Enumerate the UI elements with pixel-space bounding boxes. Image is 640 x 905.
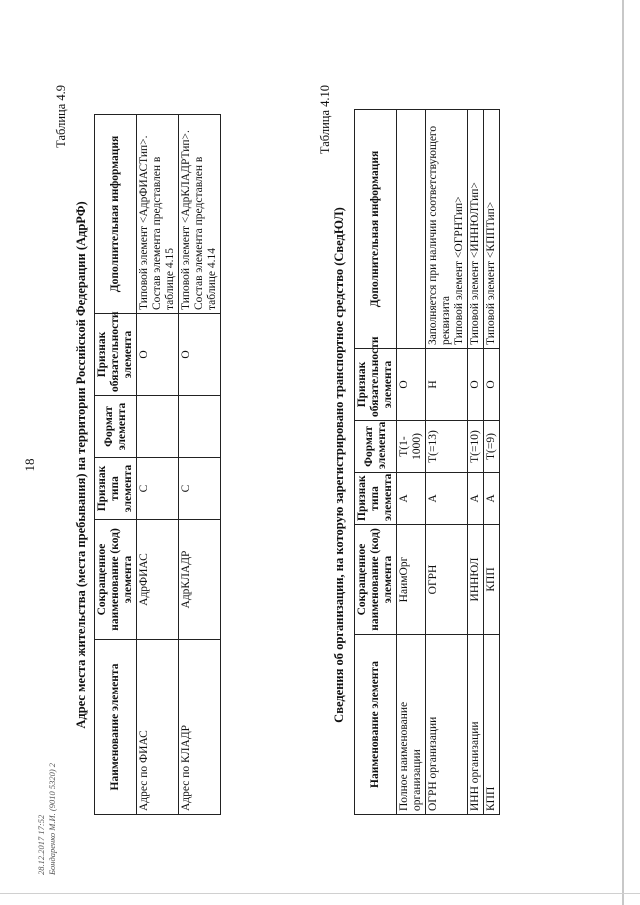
cell-required: О: [468, 349, 484, 421]
scan-bottom-edge: [0, 893, 640, 894]
table-1-col-required: Признак обязательности элемента: [95, 314, 137, 396]
table-2-col-name: Наименование элемента: [355, 635, 397, 815]
cell-type: А: [468, 473, 484, 525]
cell-type: С: [179, 458, 221, 520]
table-row: [484, 110, 500, 815]
table-1-title: Адрес места жительства (места пребывания) на территории Российской Федерации (АдрРФ): [74, 201, 88, 729]
table-2-header-row: [355, 110, 397, 815]
table-row: [397, 110, 426, 815]
cell-format: [137, 396, 179, 458]
table-1-col-type: Признак типа элемента: [95, 458, 137, 520]
table-2-col-format: Формат элемента: [355, 421, 397, 473]
table-row: [137, 115, 179, 815]
cell-name: Адрес по КЛАДР: [179, 640, 221, 815]
cell-info-line-2: Состав элемента представлен в таблице 4.15: [151, 156, 176, 310]
cell-name: ОГРН организации: [426, 635, 468, 815]
cell-name: Полное наименование организации: [397, 635, 426, 815]
cell-code: КПП: [484, 525, 500, 635]
cell-code: НаимОрг: [397, 525, 426, 635]
cell-type: А: [397, 473, 426, 525]
table-1-header-row: [95, 115, 137, 815]
cell-code: АдрФИАС: [137, 520, 179, 640]
table-row: [468, 110, 484, 815]
table-1-col-info: Дополнительная информация: [95, 115, 137, 314]
cell-info: [397, 110, 426, 349]
cell-format: Т(1-1000): [397, 421, 426, 473]
cell-info-line-1: Типовой элемент <ИННЮЛТип>: [469, 182, 481, 345]
cell-info: [137, 115, 179, 314]
table-2-col-info: Дополнительная информация: [355, 110, 397, 349]
footer-line-1: 28.12.2017 17:52: [36, 814, 46, 875]
cell-info: [484, 110, 500, 349]
cell-format: Т(=13): [426, 421, 468, 473]
table-2-col-required: Признак обязательности элемента: [355, 349, 397, 421]
table-1: [94, 114, 221, 815]
cell-required: О: [179, 314, 221, 396]
cell-name: Адрес по ФИАС: [137, 640, 179, 815]
rotated-page: [22, 45, 618, 885]
footer-line-2: Бондаренко М.И. (9010 5320) 2: [47, 762, 57, 875]
cell-format: Т(=9): [484, 421, 500, 473]
cell-type: А: [484, 473, 500, 525]
cell-code: АдрКЛАДР: [179, 520, 221, 640]
table-1-col-code: Сокращенное наименование (код) элемента: [95, 520, 137, 640]
cell-format: Т(=10): [468, 421, 484, 473]
cell-code: ИННЮЛ: [468, 525, 484, 635]
cell-required: О: [397, 349, 426, 421]
cell-info: [179, 115, 221, 314]
table-1-caption: Таблица 4.9: [54, 85, 68, 148]
table-2-title: Сведения об организации, на которую зарегистрировано транспортное средство (СведЮЛ): [332, 207, 346, 723]
table-1-col-format: Формат элемента: [95, 396, 137, 458]
cell-info-line-2: Состав элемента представлен в таблице 4.14: [193, 156, 218, 310]
cell-code: ОГРН: [426, 525, 468, 635]
table-2: [354, 109, 500, 815]
cell-name: КПП: [484, 635, 500, 815]
cell-info-line-1: Типовой элемент <АдрКЛАДРТип>.: [180, 130, 192, 310]
table-2-caption: Таблица 4.10: [318, 85, 332, 155]
cell-info: [468, 110, 484, 349]
table-1-col-name: Наименование элемента: [95, 640, 137, 815]
cell-info-line-2: Типовой элемент <ОГРНТип>: [453, 196, 465, 345]
cell-info: [426, 110, 468, 349]
table-2-col-type: Признак типа элемента: [355, 473, 397, 525]
cell-type: А: [426, 473, 468, 525]
table-2-col-code: Сокращенное наименование (код) элемента: [355, 525, 397, 635]
table-row: [426, 110, 468, 815]
cell-required: Н: [426, 349, 468, 421]
cell-required: О: [484, 349, 500, 421]
table-row: [179, 115, 221, 815]
page-number: 18: [22, 458, 37, 472]
cell-name: ИНН организации: [468, 635, 484, 815]
cell-format: [179, 396, 221, 458]
cell-type: С: [137, 458, 179, 520]
cell-info-line-1: Типовой элемент <АдрФИАСТип>.: [138, 135, 150, 310]
scan-page-edge: [622, 0, 624, 905]
cell-info-line-1: Типовой элемент <КППТип>: [485, 201, 497, 345]
cell-info-line-1: Заполняется при наличии соответствующего реквизита: [427, 125, 452, 345]
cell-required: О: [137, 314, 179, 396]
